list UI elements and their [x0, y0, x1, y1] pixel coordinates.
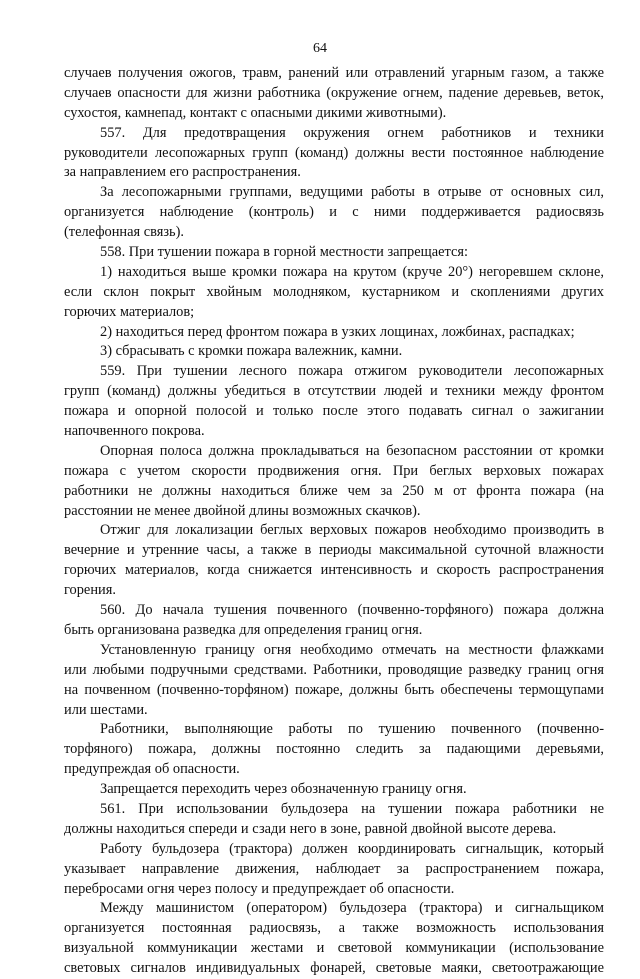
text-line: пожара с учетом скорости продвижения огня. При беглых верховых пожарах: [64, 462, 604, 479]
text-line: 1) находиться выше кромки пожара на крутом (круче 20°) негоревшем склоне,: [100, 263, 604, 280]
text-line: световых сигналов индивидуальных фонарей, световые маяки, светоотражающие: [64, 960, 604, 977]
text-line: Работники, выполняющие работы по тушению почвенного (почвенно-: [100, 721, 604, 738]
text-line: быть организована разведка для определения границ огня.: [64, 621, 423, 638]
text-line: организуется наблюдение (контроль) и с ними поддерживается радиосвязь: [64, 204, 604, 221]
text-line: горючих материалов, когда снижается интенсивность и скорость распространения: [64, 562, 604, 579]
text-line: визуальной коммуникации жестами и световой коммуникации (использование: [64, 940, 604, 957]
document-text-body: [64, 64, 604, 979]
text-line: пожара и опорной полосой и только после этого подавать сигнал о зажигании: [64, 403, 604, 420]
text-line: организуется постоянная радиосвязь, а также возможность использования: [64, 920, 604, 937]
text-line: 2) находиться перед фронтом пожара в узких лощинах, ложбинах, распадках;: [100, 323, 575, 340]
text-line: или любыми подручными средствами. Работники, проводящие разведку границ огня: [64, 661, 604, 678]
text-line: расстоянии не менее двойной длины возможных скачков).: [64, 502, 421, 519]
text-line: Отжиг для локализации беглых верховых пожаров необходимо производить в: [100, 522, 604, 539]
text-line: Между машинистом (оператором) бульдозера (трактора) и сигнальщиком: [100, 900, 604, 917]
text-line: или шестами.: [64, 701, 148, 718]
text-line: 558. При тушении пожара в горной местности запрещается:: [100, 244, 468, 261]
text-line: на почвенном (почвенно-торфяном) пожаре, должны быть обеспечены термощупами: [64, 681, 604, 698]
text-line: Установленную границу огня необходимо отмечать на местности флажками: [100, 641, 604, 658]
text-line: 561. При использовании бульдозера на тушении пожара работники не: [100, 800, 604, 817]
text-line: должны находиться спереди и сзади него в зоне, равной двойной высоте дерева.: [64, 820, 557, 837]
text-line: За лесопожарными группами, ведущими работы в отрыве от основных сил,: [100, 184, 604, 201]
text-line: горения.: [64, 582, 116, 599]
text-line: случаев получения ожогов, травм, ранений или отравлений угарным газом, а также: [64, 65, 604, 81]
text-line: предупреждая об опасности.: [64, 761, 240, 778]
text-line: 3) сбрасывать с кромки пожара валежник, камни.: [100, 343, 403, 360]
text-line: (телефонная связь).: [64, 224, 184, 241]
text-line: Работу бульдозера (трактора) должен координировать сигнальщик, который: [100, 840, 604, 857]
text-line: групп (команд) должны убедиться в отсутствии людей и техники между фронтом: [64, 383, 604, 400]
page-number: 64: [313, 41, 327, 56]
text-line: перебросами огня через полосу и предупреждает об опасности.: [64, 880, 455, 897]
text-line: 557. Для предотвращения окружения огнем работников и техники: [100, 124, 604, 141]
text-line: 560. До начала тушения почвенного (почвенно-торфяного) пожара должна: [100, 602, 604, 619]
text-line: вечерние и утренние часы, а также в периоды максимальной суточной влажности: [64, 542, 604, 559]
text-line: Запрещается переходить через обозначенную границу огня.: [100, 781, 467, 798]
text-line: торфяного) пожара, должны постоянно следить за падающими деревьями,: [64, 741, 604, 758]
text-line: Опорная полоса должна прокладываться на безопасном расстоянии от кромки: [100, 442, 604, 459]
text-line: горючих материалов;: [64, 303, 195, 320]
text-line: руководители лесопожарных групп (команд) должны вести постоянное наблюдение: [64, 144, 604, 161]
text-line: напочвенного покрова.: [64, 423, 205, 440]
text-line: если склон покрыт хвойным молодняком, кустарником и скоплениями других: [64, 283, 604, 300]
text-line: 559. При тушении лесного пожара отжигом руководители лесопожарных: [100, 363, 604, 380]
text-line: за направлением его распространения.: [64, 164, 301, 181]
text-line: сухостоя, камнепад, контакт с опасными дикими животными).: [64, 104, 447, 121]
text-line: работники не должны находиться ближе чем за 250 м от фронта пожара (на: [64, 482, 604, 499]
text-line: указывает направление движения, наблюдает за распространением пожара,: [64, 860, 604, 877]
text-line: случаев опасности для жизни работника (окружение огнем, падение деревьев, веток,: [64, 84, 604, 101]
